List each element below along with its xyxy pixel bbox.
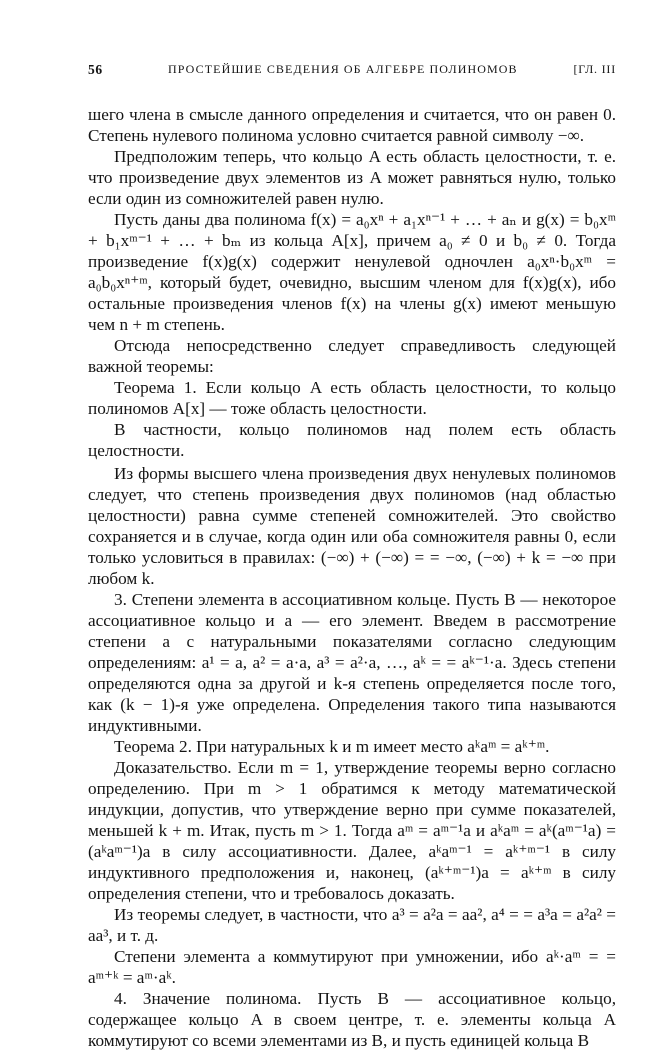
theorem-2: Теорема 2. При натуральных k и m имеет место aᵏaᵐ = aᵏ⁺ᵐ. (114, 737, 550, 756)
proof-theorem-2: Доказательство. Если m = 1, утверждение теоремы верно согласно определению. При m > 1 обратимся к методу математической индукции, допустив, что утверждение верно при сумме показателей, меньшей k + m. Итак, пусть m > 1. Тогда aᵐ = aᵐ⁻¹a и aᵏaᵐ = aᵏ(aᵐ⁻¹a) = (aᵏaᵐ⁻¹)a в силу ассоциативности. Далее, aᵏaᵐ⁻¹ = aᵏ⁺ᵐ⁻¹ в силу индуктивного предположения и, наконец, (aᵏ⁺ᵐ⁻¹)a = aᵏ⁺ᵐ в силу определения степени, что и требовалось доказать. (88, 758, 616, 903)
section-4-polynomial-value: 4. Значение полинома. Пусть B — ассоциативное кольцо, содержащее кольцо A в своем центре, т. е. элементы кольца A коммутируют со всеми элементами из B, и пусть единицей кольца B (88, 989, 616, 1050)
paragraph-consequence: Отсюда непосредственно следует справедливость следующей важной теоремы: (88, 336, 616, 376)
theorem-1: Теорема 1. Если кольцо A есть область целостности, то кольцо полиномов A[x] — тоже область целостности. (88, 378, 616, 418)
section-3-powers: 3. Степени элемента в ассоциативном кольце. Пусть B — некоторое ассоциативное кольцо и a — его элемент. Введем в рассмотрение степени a с натуральными показателями согласно следующим определениям: a¹ = a, a² = a·a, a³ = a²·a, …, aᵏ = = aᵏ⁻¹·a. Здесь степени определяются одна за другой и k-я степень определяется после того, как (k − 1)-я уже определена. Определения такого типа называются индуктивными. (88, 590, 616, 735)
paragraph-commute: Степени элемента a коммутируют при умножении, ибо aᵏ·aᵐ = = aᵐ⁺ᵏ = aᵐ·aᵏ. (88, 947, 616, 987)
chapter-marker: [ГЛ. III (573, 62, 616, 76)
paragraph-degree-sum: Из формы высшего члена произведения двух ненулевых полиномов следует, что степень произведения двух полиномов (над областью целостности) равна сумме степеней сомножителей. Это свойство сохраняется и в случае, когда один или оба сомножителя равны 0, если только условиться в правилах: (−∞) + (−∞) = = −∞, (−∞) + k = −∞ при любом k. (88, 464, 616, 588)
book-page (88, 52, 616, 1051)
running-head (88, 52, 616, 80)
page-number: 56 (88, 62, 103, 77)
running-title: ПРОСТЕЙШИЕ СВЕДЕНИЯ ОБ АЛГЕБРЕ ПОЛИНОМОВ (168, 62, 518, 76)
paragraph-two-polynomials: Пусть даны два полинома f(x) = a₀xⁿ + a₁xⁿ⁻¹ + … + aₙ и g(x) = b₀xᵐ + b₁xᵐ⁻¹ + … + bₘ из кольца A[x], причем a₀ ≠ 0 и b₀ ≠ 0. Тогда произведение f(x)g(x) содержит ненулевой одночлен a₀xⁿ·b₀xᵐ = a₀b₀xⁿ⁺ᵐ, который будет, очевидно, высшим членом для f(x)g(x), ибо остальные произведения членов f(x) на члены g(x) имеют меньшую чем n + m степень. (88, 210, 616, 334)
page-body (88, 104, 616, 1051)
paragraph-field-case: В частности, кольцо полиномов над полем есть область целостности. (88, 420, 616, 460)
paragraph-integral-domain: Предположим теперь, что кольцо A есть область целостности, т. е. что произведение двух элементов из A может равняться нулю, только если один из сомножителей равен нулю. (88, 147, 616, 208)
paragraph-corollary: Из теоремы следует, в частности, что a³ = a²a = aa², a⁴ = = a³a = a²a² = aa³, и т. д. (88, 905, 616, 945)
paragraph-continuation: шего члена в смысле данного определения и считается, что он равен 0. Степень нулевого полинома условно считается равной символу −∞. (88, 105, 616, 145)
